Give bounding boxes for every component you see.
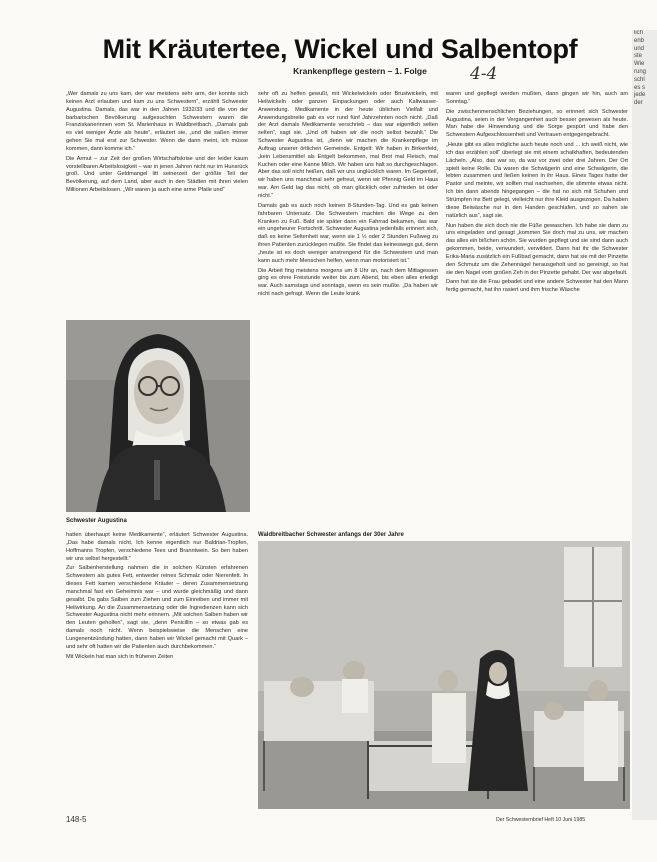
edge-fragment: lich — [634, 30, 644, 36]
paragraph: „Wer damals zu uns kam, der war meistens sehr arm, der konnte sich keinen Arzt erlauben und kam zu uns Schwestern“, erzählt Schwester Augustina. Damals, das war in den Jahren 1932/33 und die von der barbarischen Bevölkerung aufgesuchten Schwestern waren die Franziskanerinnen vom St. Marienhaus in Waldbreitbach. „Damals gab es viel weniger Ärzte als heute“, erläutert sie, „und die saßen immer gehen Sie mal erst zur Schwester. Wenn die dann meint, ich müsse kommen, dann komme ich.“ — [66, 91, 248, 152]
text-column-3 — [446, 91, 628, 297]
edge-fragment: rung — [634, 68, 647, 75]
page-number: 148-5 — [66, 815, 87, 824]
paragraph: Dann hat sie die Frau gebadet und eine andere Schwester hat den Mann fertig gemacht, hat ihn rasiert und ihm frische Wäsche — [446, 279, 628, 294]
paragraph: hatten überhaupt keine Medikamente“, erläutert Schwester Augustina. „Das habe damals nicht. Ich kenne eigentlich nur Baldrian-Tropfen, Hoffmanns Tropfen, verschiedene Tees und Branntwein. So ben haben wir uns selbst hergestellt.“ — [66, 532, 248, 562]
paragraph: „Heute gibt es alles mögliche auch heute noch und ... ich weiß nicht, wie ich das erzählen soll“ überlegt sie mit einem schalkhaften, bedeutenden Lächeln. „Also, das war so, da war vor zwei oder drei Jahren. Der Ort spielt keine Rolle. Da waren die Schwägerin und eine Schwägerin, die lebten zusammen und ließen keinen in ihr Haus. Eines Tages hatte der Pastor und meinte, wir sollten mal nachsehen, die stimmte etwas nicht. Ich bin dann abends hingegangen – die hat no sich mit Schuhen und Strümpfen ins Bett gelegt, vielleicht nur ihre Kleid ausgezogen. Da haben diese Beiwäsche nur in den Handen geschlafen, und so sahen sie natürlich aus“, sagt sie. — [446, 142, 628, 219]
paragraph: Damals gab es auch noch keinen 8-Stunden-Tag. Und es gab keinen fahrbaren Untersatz. Die Schwestern machten die Wege zu den Kranken zu Fuß. Bald sie später dann ein Fahrrad bekamen, das war ein ungeheurer Fortschritt. Schwester Augustina jedenfalls erinnert sich, daß es keine Seltenheit war, wenn sie 1 ½ oder 2 Stunden Fußweg zu ihren Patienten zurücklegen mußte. Sie findet das keineswegs gut, denn „heute ist es doch weniger anstrengend für die Schwestern und man kann auch mehr Menschen helfen, wenn man motorisiert ist.“ — [258, 202, 438, 264]
hospital-ward-photo — [258, 541, 630, 809]
paragraph: sehr oft zu helfen gewußt, mit Wickelwickeln oder Brustwickeln, mit Heilwickeln oder ganzen Einpackungen oder auch Kaltwasser-Anwendung. Medikamente in der heute üblichen Vielfalt und Anwendungsbreite gab es vor rund fünf Jahrzehnten noch nicht. „Daß der Arzt damals Medikamente verschrieb – das war eigentlich selten selten“, sagt sie. „Und oft haben wir die noch selbst bezahlt.“ Die Schwester Augustina ist, „denn wir machen die Krankenpflege im Auftrag unserer örtlichen Gemeinde. Entgelt: Wir haben in Birkenfeld, „kein Lebensmittel als Entgelt bekommen, mal Brot mal Fleisch, mal Kuchen oder eine Kanne Milch. Wir haben uns halt so durchgeschlagen. Aber das soll nicht heißen, daß wir uns unglücklich waren. Im Gegenteil, wir haben uns manchmal sehr gefreut, wenn wir Pfennig Geld im Haus war. Am Geld lag das nicht, ob man glücklich oder zufrieden ist oder nicht.“ — [258, 91, 438, 199]
edge-fragment: der — [634, 100, 643, 107]
source-line: Der Schwesternbrief Heft 10 Juni 1985 — [496, 817, 586, 823]
edge-fragment: enb — [634, 37, 645, 44]
paragraph: Zur Salbenherstellung nahmen die in solchen Künsten erfahrenen Schwestern als gutes Fett, entweder reines Schmalz oder Nierenfett. In dieses Fett kamen verschiedene Kräuter – deren Zusammensetzung manchmal fast ein Geheimnis war – und wurde gleichmäßig und dann gesalbt. Da gabs Salben zum Ziehen und zum Einreiben und immer mit Heilwirkung. An die Zusammensetzung oder die Ingredienzen kann sich Schwester Augustina nicht mehr erinnern. „Mit solchen Salben haben wir den Leuten geholfen“, sagt sie, „denn Penicillin – so etwas gab es damals noch nicht. Wenn beispielsweise die Menschen eine Lungenentzündung hatten, dann haben wir Wickel gemacht mit Quark – und sehr oft hatten wir die Patienten auch durchbekommen.“ — [66, 565, 248, 650]
edge-fragment: jede — [634, 92, 646, 99]
paragraph: Die Armut – zur Zeit der großen Wirtschaftskrise und der leider kaum vorstellbaren Arbeitslosigkeit – war in jenen Jahren nicht nur im Hunsrück groß. Und unter Geldmangel litt seinerzeit der größte Teil der Bevölkerung, auf dem Land, aber auch in den Städten mit ihren vielen Millionen Arbeitslosen. „Wir waren ja auch eine arme Pfaile und“ — [66, 155, 248, 194]
paragraph: Die Arbeit fing meistens morgens um 8 Uhr an, nach dem Mittagessen ging es ohne Freistunde weiter bis zum Abend, bis eben alles erledigt war. Auch samstags und sonntags, wenn es sein mußte. „Da haben wir nicht nach gefragt. Wenn die Leute krank — [258, 267, 438, 298]
text-column-1 — [66, 91, 248, 197]
paragraph: waren und gepflegt werden mußten, dann gingen wir hin, auch am Sonntag.“ — [446, 91, 628, 105]
paragraph: Die zwischenmenschlichen Beziehungen, so erinnert sich Schwester Augustina, seien in der Vergangenheit auch besser gewesen als heute. Man habe die Hinwendung und die Sorge gespürt und habe den Schwestern Aufgeschlossenheit und Vertrauen entgegengebracht. — [446, 108, 628, 139]
edge-fragment: Wie — [634, 61, 645, 68]
paragraph: Nun haben die sich doch nie die Füße gewaschen. Ich habe sie dann zu uns eingeladen und gesagt „kommen Sie doch mal zu uns, wir machen das alles ein bißchen schön. Sie wurden gepflegt und sie sind dann auch gekommen, beide, verwundert, verwildert. Dann hat ihr die Schwester Erika-Maria zusätzlich ein Fußbad gemacht, dann hat sie mit der Pinzette den Schmutz um die Zehennägel herausgeholt und so gereinigt, so hat sie den Nagel vom großen Zeh in der Pinzette gehabt. Der war abgefault. — [446, 222, 628, 276]
text-column-2 — [258, 91, 438, 301]
edge-fragment: und — [634, 45, 645, 52]
paragraph: Mit Wickeln hat man sich in früheren Zeiten — [66, 653, 174, 660]
article-title: Mit Kräutertee, Wickel und Salbentopf — [102, 34, 578, 64]
edge-fragment: ste — [634, 53, 643, 60]
edge-fragment: es s — [634, 84, 646, 91]
adjacent-page-edge — [632, 30, 657, 820]
hospital-photo-caption: Waldbreitbacher Schwester anfangs der 30er Jahre — [258, 532, 404, 538]
handwritten-note: 4-4 — [470, 64, 498, 84]
portrait-caption: Schwester Augustina — [66, 518, 127, 524]
edge-fragment: schl — [634, 76, 645, 83]
article-subtitle: Krankenpflege gestern – 1. Folge — [293, 66, 427, 76]
portrait-photo — [66, 320, 250, 512]
text-column-1-lower — [66, 532, 248, 664]
